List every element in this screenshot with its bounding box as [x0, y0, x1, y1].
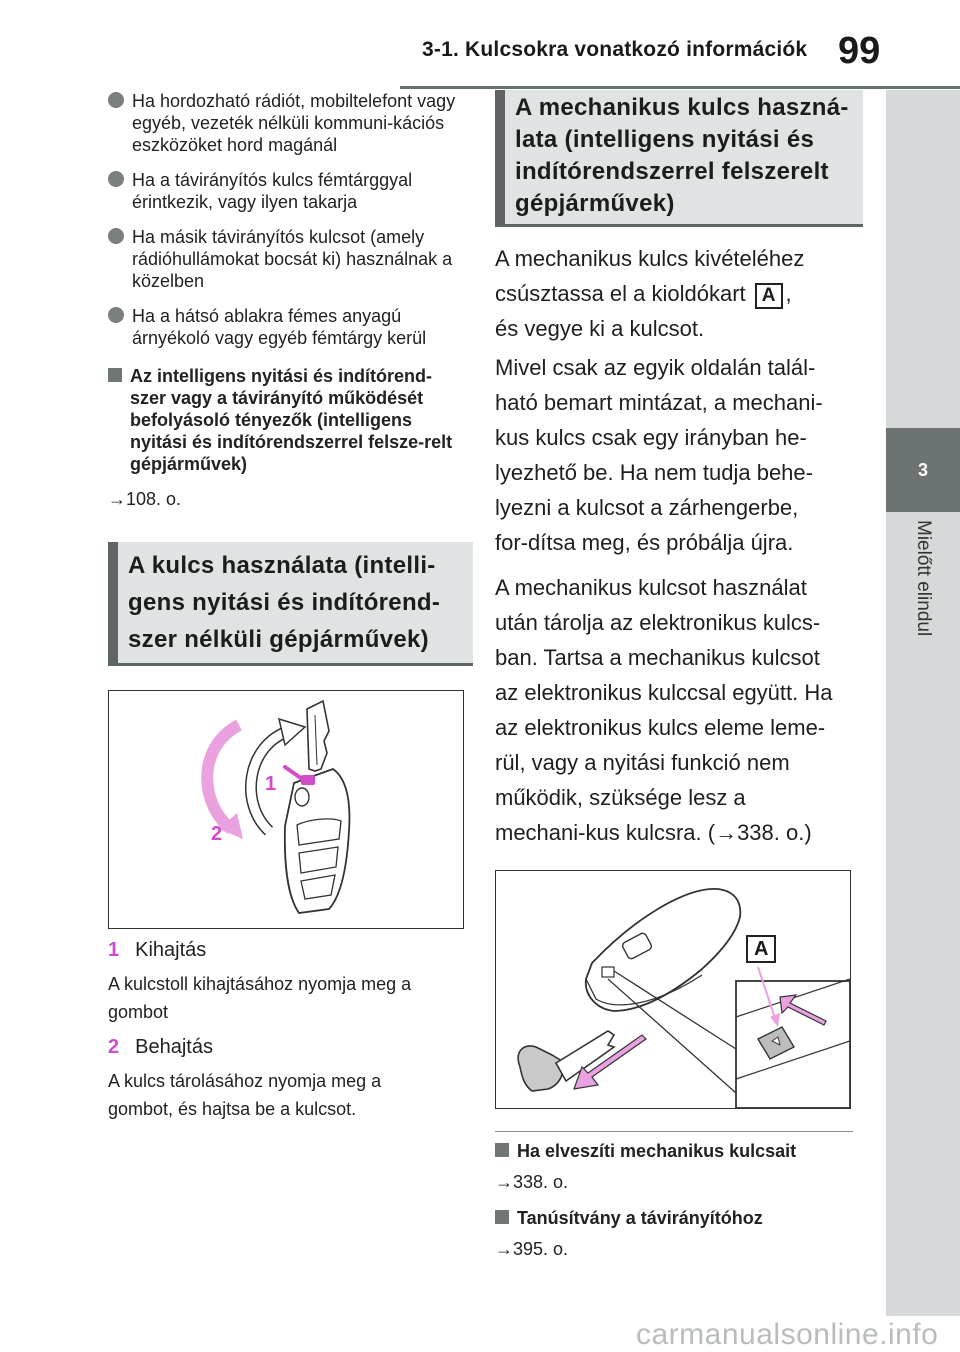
note-certificate-ref[interactable]: →395. o.: [495, 1239, 569, 1259]
square-bullet-icon: [495, 1143, 509, 1157]
square-bullet-icon: [495, 1210, 509, 1224]
figure-label-2: 2: [211, 823, 223, 845]
bullet-item: Ha a hátsó ablakra fémes anyagú árnyékoló vagy egyéb fémtárgy kerül: [108, 305, 468, 349]
watermark-text[interactable]: carmanualsonline.info: [636, 1318, 939, 1351]
bullet-dot-icon: [108, 171, 124, 187]
paragraph-store-key: A mechanikus kulcsot használat után tárolja az elektronikus kulcs-ban. Tartsa a mechanikus kulcsot az elektronikus kulccsal együtt. Ha az elektronikus kulcs eleme leme-rül, vagy a nyitási funkció nem működik, szüksége lesz a mechani-kus kulcsra. (→338. o.): [495, 575, 833, 845]
figure-label-a: A: [746, 935, 776, 963]
step-1-body: A kulcstoll kihajtásához nyomja meg a gombot: [108, 974, 412, 1022]
mechanical-key-illustration: [495, 870, 851, 1109]
bullet-dot-icon: [108, 92, 124, 108]
figure-label-1: 1: [265, 773, 277, 795]
header-rule: [400, 86, 960, 89]
bullet-item: Ha hordozható rádiót, mobiltelefont vagy egyéb, vezeték nélküli kommuni-kációs eszközöket hord magánál: [108, 90, 468, 156]
note-lost-keys-ref[interactable]: →338. o.: [495, 1172, 569, 1192]
section-heading-key-usage: A kulcs használata (intelli-gens nyitási és indítórend-szer nélküli gépjárművek): [108, 542, 473, 666]
notes-divider: [495, 1131, 853, 1132]
chapter-tab-label: [886, 512, 960, 682]
step-1-title: 1 Kihajtás: [108, 939, 207, 961]
section-heading-mechanical-key: A mechanikus kulcs haszná-lata (intelligens nyitási és indítórendszerrel felszerelt gépjárművek): [495, 90, 863, 227]
left-column: [108, 90, 468, 1123]
running-header-title: 3-1. Kulcsokra vonatkozó információk: [422, 38, 808, 61]
paragraph-remove-key: A mechanikus kulcs kivételéhez csúsztassa el a kioldókart A , és vegye ki a kulcsot.: [495, 246, 805, 341]
paragraph-insert-key: Mivel csak az egyik oldalán talál-ható bemart mintázat, a mechani-kus kulcs csak egy irányban he-lyezhető be. Ha nem tudja behe-lyezni a kulcsot a zárhengerbe, for-dítsa meg, és próbálja újra.: [495, 355, 823, 555]
chapter-number: 3: [917, 459, 928, 480]
chapter-label: Mielőtt elindul: [913, 520, 934, 637]
right-column: [495, 90, 853, 1260]
smart-key-release-icon: [496, 871, 850, 1108]
chapter-tab-number[interactable]: [886, 428, 960, 512]
label-a-box: A: [755, 283, 783, 309]
page-number: 99: [838, 30, 881, 72]
factors-page-ref[interactable]: →108. o.: [108, 489, 182, 509]
bullet-item: Ha a távirányítós kulcs fémtárggyal érintkezik, vagy ilyen takarja: [108, 169, 468, 213]
step-2-body: A kulcs tárolásához nyomja meg a gombot, és hajtsa be a kulcsot.: [108, 1071, 382, 1119]
chapter-tab-strip: [886, 90, 960, 428]
bullet-dot-icon: [108, 228, 124, 244]
note-certificate-heading: Tanúsítvány a távirányítóhoz: [495, 1207, 853, 1229]
factors-heading: Az intelligens nyitási és indítórend-szer vagy a távirányító működését befolyásoló tényezők (intelligens nyitási és indítórendszerrel felsze-relt gépjárművek): [108, 365, 468, 475]
flip-key-icon: [109, 691, 463, 928]
key-fold-illustration: [108, 690, 464, 929]
square-bullet-icon: [108, 368, 122, 382]
note-lost-keys-heading: Ha elveszíti mechanikus kulcsait: [495, 1140, 853, 1162]
step-2-title: 2 Behajtás: [108, 1036, 213, 1058]
bullet-dot-icon: [108, 307, 124, 323]
bullet-item: Ha másik távirányítós kulcsot (amely rádióhullámokat bocsát ki) használnak a közelben: [108, 226, 468, 292]
